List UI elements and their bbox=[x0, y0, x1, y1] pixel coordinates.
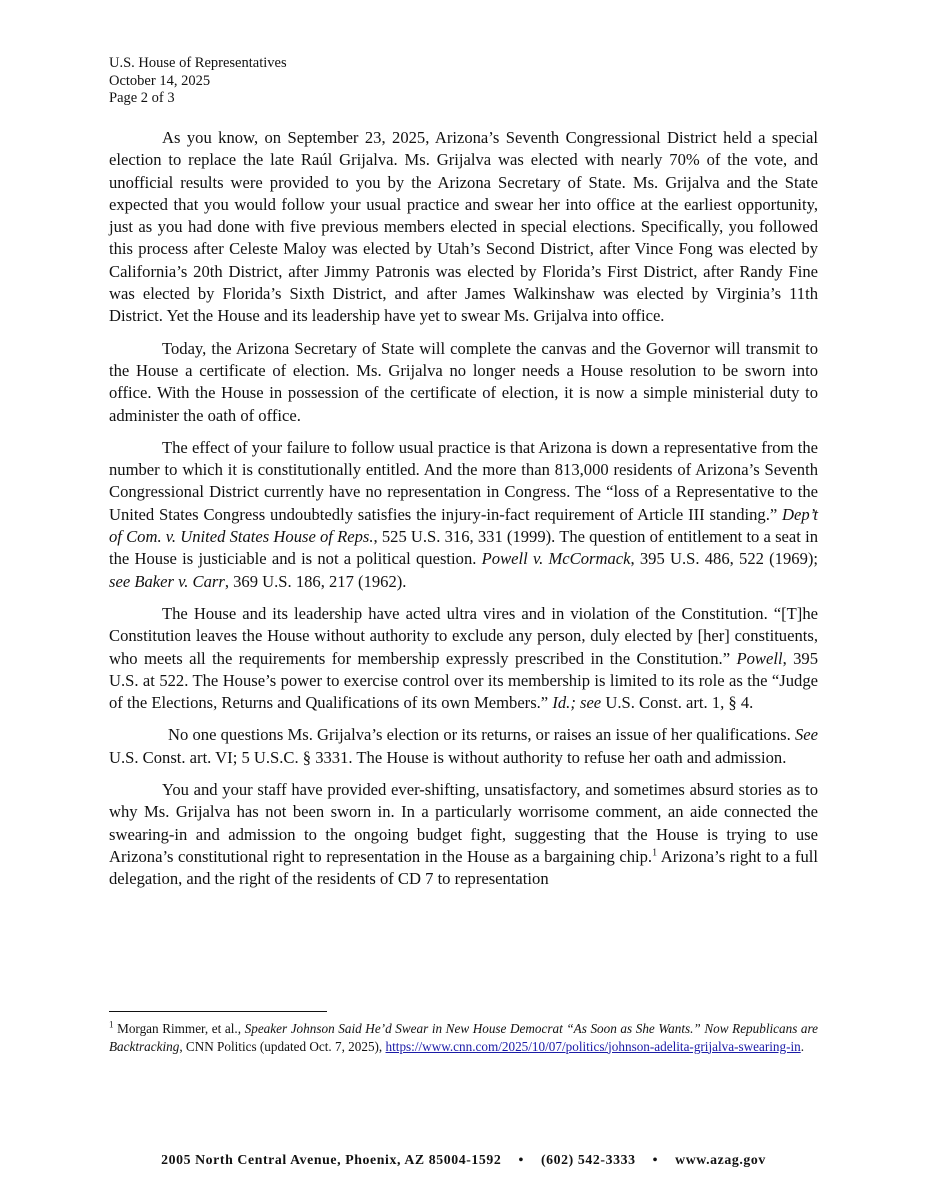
recipient-line: U.S. House of Representatives bbox=[109, 55, 287, 71]
case-citation: Powell bbox=[736, 648, 783, 668]
footnote-source: , CNN Politics (updated Oct. 7, 2025), bbox=[179, 1038, 383, 1054]
paragraph-text: U.S. Const. art. 1, § 4. bbox=[605, 693, 754, 713]
footnote-article-title: Speaker Johnson Said He’d Swear in New House Democrat “As Soon as She Wants.” Now Republicans are Backtracking bbox=[109, 1021, 819, 1054]
letterhead-footer bbox=[0, 1152, 927, 1168]
page-number-line: Page 2 of 3 bbox=[109, 90, 175, 106]
footer-phone: (602) 542-3333 bbox=[540, 1152, 636, 1167]
footer-bullet: • bbox=[652, 1152, 659, 1167]
footnote-divider bbox=[109, 1011, 327, 1012]
case-citation: Dep’t of Com. v. United States House of Reps. bbox=[109, 504, 818, 547]
footer-bullet: • bbox=[518, 1152, 524, 1167]
letter-header bbox=[109, 55, 287, 108]
paragraph-4 bbox=[109, 603, 818, 714]
paragraph-1: As you know, on September 23, 2025, Arizona’s Seventh Congressional District held a special election to replace the late Raúl Grijalva. Ms. Grijalva was elected with nearly 70% of the vote, and unofficial results were provided to you by the Arizona Secretary of State. Ms. Grijalva and the State expected that you would follow your usual practice and swear her into office at the earliest opportunity, just as you had done with five previous members elected in special elections. Specifically, you followed this process after Celeste Maloy was elected by Utah’s Second District, after Vince Fong was elected by California’s 20th District, after Jimmy Patronis was elected by Florida’s First District, after Randy Fine was elected by Florida’s Sixth District, and after James Walkinshaw was elected by Virginia’s 11th District. Yet the House and its leadership have yet to swear Ms. Grijalva into office. bbox=[109, 128, 818, 326]
paragraph-text: , 369 U.S. 186, 217 (1962). bbox=[224, 571, 407, 591]
date-line: October 14, 2025 bbox=[109, 72, 211, 89]
paragraph-2: Today, the Arizona Secretary of State will complete the canvas and the Governor will transmit to the House a certificate of election. Ms. Grijalva no longer needs a House resolution to be sworn into office. With the House in possession of the certificate of election, it is now a simple ministerial duty to administer the oath of office. bbox=[109, 338, 818, 425]
footnote-author: Morgan Rimmer, et al., bbox=[117, 1021, 242, 1036]
paragraph-text: , 395 U.S. 486, 522 (1969); bbox=[630, 549, 818, 569]
paragraph-text: The House and its leadership have acted ultra vires and in violation of the Constitution. “[T]he Constitution leaves the House without authority to exclude any person, duly elected by [her] constituents, who meets all the requirements for membership expressly prescribed in the Constitution.” bbox=[109, 603, 818, 668]
footer-website[interactable]: www.azag.gov bbox=[675, 1152, 766, 1167]
case-citation: Id.; see bbox=[552, 693, 602, 713]
footnote-link[interactable]: https://www.cnn.com/2025/10/07/politics/johnson-adelita-grijalva-swearing-in bbox=[385, 1038, 801, 1054]
footnote-end: . bbox=[800, 1038, 805, 1054]
case-citation: See bbox=[794, 725, 818, 745]
paragraph-5 bbox=[109, 724, 818, 769]
footnote-1 bbox=[109, 1020, 818, 1055]
case-citation: Powell v. McCormack bbox=[481, 549, 631, 569]
letter-body bbox=[109, 127, 818, 901]
paragraph-text: Arizona’s right to a full delegation, and the right of the residents of CD 7 to representation bbox=[109, 846, 819, 889]
paragraph-text: U.S. Const. art. VI; 5 U.S.C. § 3331. The House is without authority to refuse her oath and admission. bbox=[109, 747, 787, 767]
paragraph-text: , 395 U.S. at 522. The House’s power to exercise control over its membership is limited to its role as the “Judge of the Elections, Returns and Qualifications of its own Members.” bbox=[109, 648, 818, 713]
paragraph-3 bbox=[109, 437, 818, 593]
footnote-reference[interactable]: 1 bbox=[652, 847, 658, 859]
paragraph-text: The effect of your failure to follow usual practice is that Arizona is down a representative from the number to which it is constitutionally entitled. And the more than 813,000 residents of Arizona’s Seventh Congressional District currently have no representation in Congress. The “loss of a Representative to the United States Congress undoubtedly satisfies the injury-in-fact requirement of Article III standing.” bbox=[109, 437, 818, 524]
footnote-number: 1 bbox=[109, 1019, 114, 1030]
paragraph-text: , 525 U.S. 316, 331 (1999). The question of entitlement to a seat in the House is justiciable and is not a political question. bbox=[109, 527, 818, 569]
paragraph-text: You and your staff have provided ever-shifting, unsatisfactory, and sometimes absurd stories as to why Ms. Grijalva has not been sworn in. In a particularly worrisome comment, an aide connected the swearing-in and admission to the ongoing budget fight, suggesting that the House is trying to use Arizona’s constitutional right to representation in the House as a bargaining chip. bbox=[109, 780, 818, 866]
footer-address: 2005 North Central Avenue, Phoenix, AZ 85004-1592 bbox=[161, 1152, 502, 1167]
paragraph-6 bbox=[109, 779, 818, 890]
paragraph-text: No one questions Ms. Grijalva’s election or its returns, or raises an issue of her qualifications. bbox=[168, 725, 791, 745]
case-citation: see Baker v. Carr bbox=[109, 571, 225, 591]
